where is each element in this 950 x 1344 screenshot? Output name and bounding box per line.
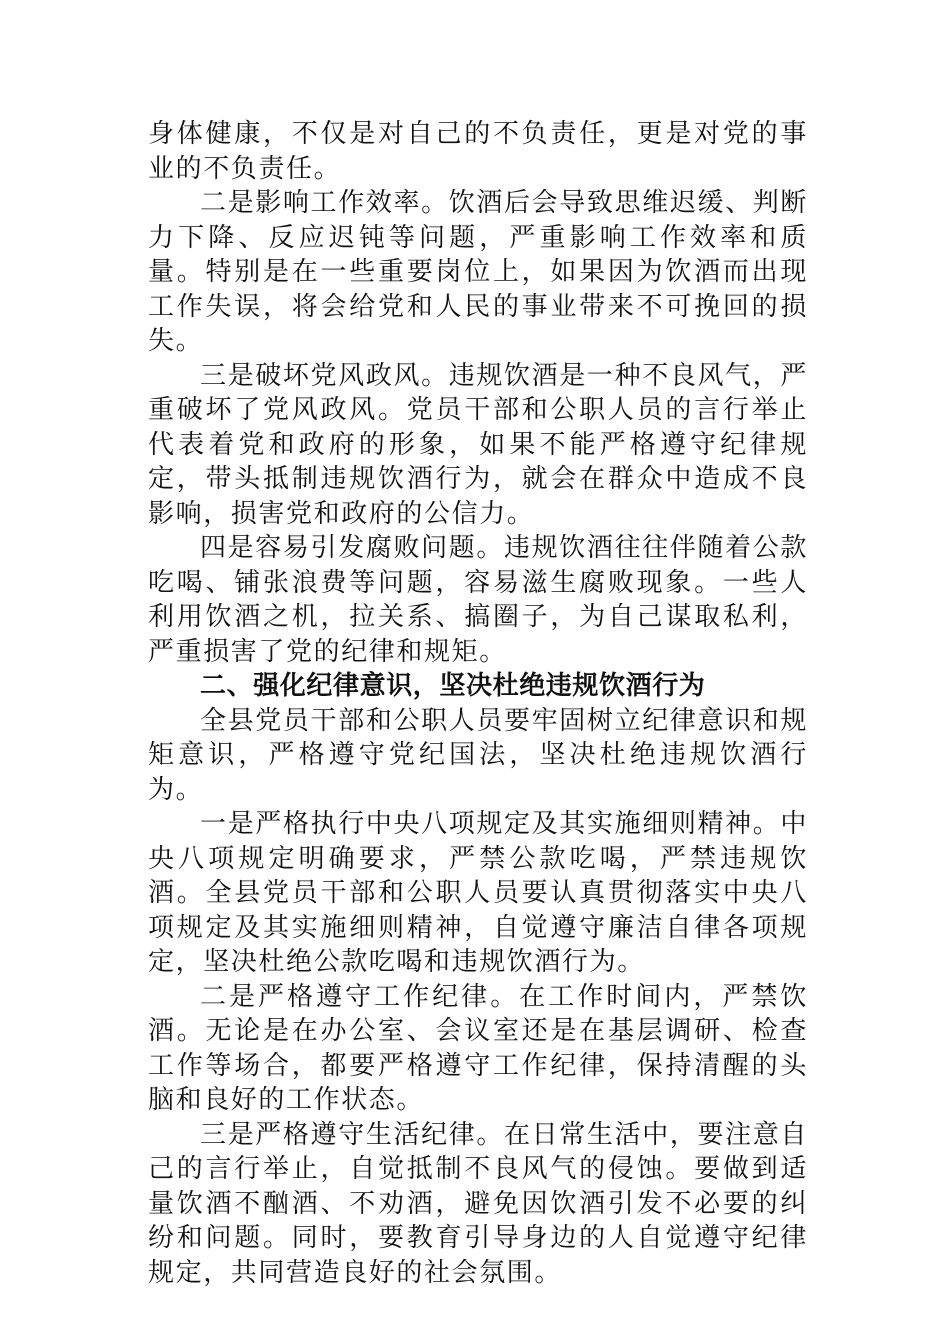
continuation-paragraph: 身体健康，不仅是对自己的不负责任，更是对党的事业的不负责任。: [148, 119, 808, 184]
section2-point-2: 二是严格遵守工作纪律。在工作时间内，严禁饮酒。无论是在办公室、会议室还是在基层调研、检查工作等场合，都要严格遵守工作纪律，保持清醒的头脑和良好的工作状态。: [148, 981, 808, 1115]
section2-heading: 二、强化纪律意识，坚决杜绝违规饮酒行为: [200, 671, 706, 701]
document-page: [148, 117, 808, 1290]
section1-point-4: 四是容易引发腐败问题。违规饮酒往往伴随着公款吃喝、铺张浪费等问题，容易滋生腐败现象。一些人利用饮酒之机，拉关系、搞圈子，为自己谋取私利，严重损害了党的纪律和规矩。: [148, 533, 808, 667]
section2-point-3: 三是严格遵守生活纪律。在日常生活中，要注意自己的言行举止，自觉抵制不良风气的侵蚀。要做到适量饮酒不酗酒、不劝酒，避免因饮酒引发不必要的纠纷和问题。同时，要教育引导身边的人自觉遵守纪律规定，共同营造良好的社会氛围。: [148, 1119, 808, 1288]
section2-intro: 全县党员干部和公职人员要牢固树立纪律意识和规矩意识，严格遵守党纪国法，坚决杜绝违规饮酒行为。: [148, 705, 808, 805]
section1-point-2: 二是影响工作效率。饮酒后会导致思维迟缓、判断力下降、反应迟钝等问题，严重影响工作效率和质量。特别是在一些重要岗位上，如果因为饮酒而出现工作失误，将会给党和人民的事业带来不可挽回的损失。: [148, 188, 808, 356]
section1-point-3: 三是破坏党风政风。违规饮酒是一种不良风气，严重破坏了党风政风。党员干部和公职人员的言行举止代表着党和政府的形象，如果不能严格遵守纪律规定，带头抵制违规饮酒行为，就会在群众中造成不良影响，损害党和政府的公信力。: [148, 360, 808, 529]
section2-point-1: 一是严格执行中央八项规定及其实施细则精神。中央八项规定明确要求，严禁公款吃喝，严禁违规饮酒。全县党员干部和公职人员要认真贯彻落实中央八项规定及其实施细则精神，自觉遵守廉洁自律各项规定，坚决杜绝公款吃喝和违规饮酒行为。: [148, 809, 808, 977]
